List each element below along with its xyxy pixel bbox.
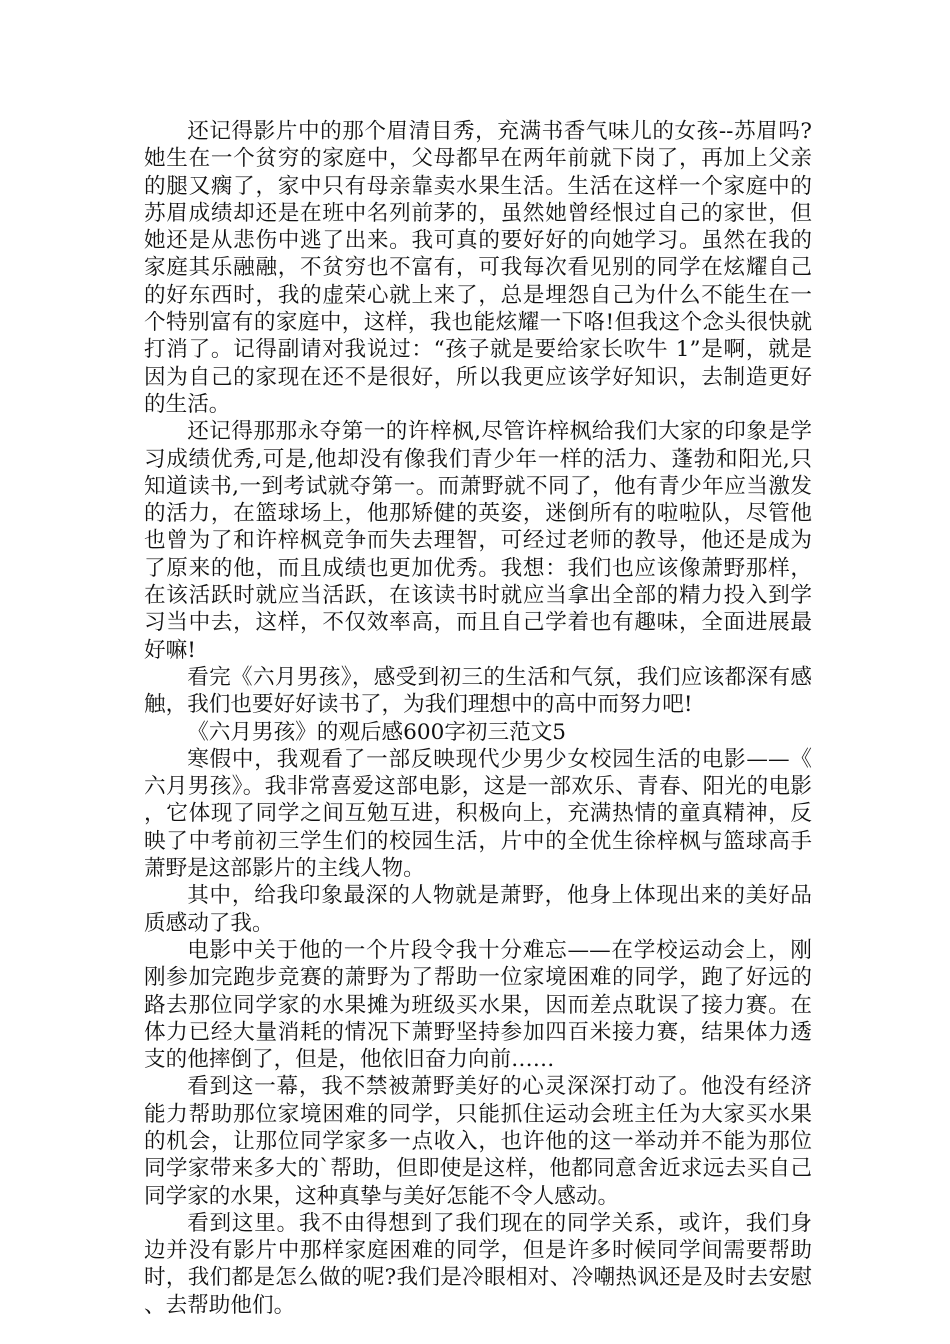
paragraph-sports-meet: 电影中关于他的一个片段令我十分难忘——在学校运动会上，刚刚参加完跑步竞赛的萧野为了帮助一位家境困难的同学，跑了好远的路去那位同学家的水果摊为班级买水果，因而差点耽误了接力赛。在体力已经大量消耗的情况下萧野坚持参加四百米接力赛，结果体力透支的他摔倒了，但是，他依旧奋力向前…… xyxy=(144,937,812,1073)
paragraph-winter-break: 寒假中，我观看了一部反映现代少男少女校园生活的电影——《六月男孩》。我非常喜爱这部电影，这是一部欢乐、青春、阳光的电影，它体现了同学之间互勉互进，积极向上，充满热情的童真精神，反映了中考前初三学生们的校园生活，片中的全优生徐梓枫与篮球高手萧野是这部影片的主线人物。 xyxy=(144,746,812,882)
paragraph-conclusion: 看完《六月男孩》，感受到初三的生活和气氛，我们应该都深有感触，我们也要好好读书了，为我们理想中的高中而努力吧! xyxy=(144,664,812,718)
paragraph-reflection: 看到这里。我不由得想到了我们现在的同学关系，或许，我们身边并没有影片中那样家庭困难的同学，但是许多时候同学间需要帮助时，我们都是怎么做的呢?我们是冷眼相对、冷嘲热讽还是及时去安慰、去帮助他们。 xyxy=(144,1210,812,1318)
paragraph-moved: 看到这一幕，我不禁被萧野美好的心灵深深打动了。他没有经济能力帮助那位家境困难的同学，只能抓住运动会班主任为大家买水果的机会，让那位同学家多一点收入，也许他的这一举动并不能为那位同学家带来多大的`帮助，但即使是这样，他都同意舍近求远去买自己同学家的水果，这种真挚与美好怎能不令人感动。 xyxy=(144,1074,812,1209)
document-body xyxy=(144,118,812,1319)
section-heading: 《六月男孩》的观后感600字初三范文5 xyxy=(187,719,567,745)
paragraph-sumei: 还记得影片中的那个眉清目秀，充满书香气味儿的女孩--苏眉吗?她生在一个贫穷的家庭中，父母都早在两年前就下岗了，再加上父亲的腿又瘸了，家中只有母亲靠卖水果生活。生活在这样一个家庭中的苏眉成绩却还是在班中名列前茅的，虽然她曾经恨过自己的家世，但她还是从悲伤中逃了出来。我可真的要好好的向她学习。虽然在我的家庭其乐融融，不贫穷也不富有，可我每次看见别的同学在炫耀自己的好东西时，我的虚荣心就上来了，总是埋怨自己为什么不能生在一个特别富有的家庭中，这样，我也能炫耀一下咯!但我这个念头很快就打消了。记得副请对我说过：“孩子就是要给家长吹牛 1”是啊，就是因为自己的家现在还不是很好，所以我更应该学好知识，去制造更好的生活。 xyxy=(144,119,812,417)
paragraph-impression: 其中，给我印象最深的人物就是萧野，他身上体现出来的美好品质感动了我。 xyxy=(144,883,812,936)
paragraph-xuzifeng: 还记得那那永夺第一的许梓枫,尽管许梓枫给我们大家的印象是学习成绩优秀,可是,他却没有像我们青少年一样的活力、蓬勃和阳光,只知道读书,一到考试就夺第一。而萧野就不同了，他有青少年应当激发的活力，在篮球场上，他那矫健的英姿，迷倒所有的啦啦队，尽管他也曾为了和许梓枫竞争而失去理智，可经过老师的教导，他还是成为了原来的他，而且成绩也更加优秀。我想：我们也应该像萧野那样，在该活跃时就应当活跃，在该读书时就应当拿出全部的精力投入到学习当中去，这样，不仅效率高，而且自己学着也有趣味，全面进展最好嘛! xyxy=(144,419,812,663)
